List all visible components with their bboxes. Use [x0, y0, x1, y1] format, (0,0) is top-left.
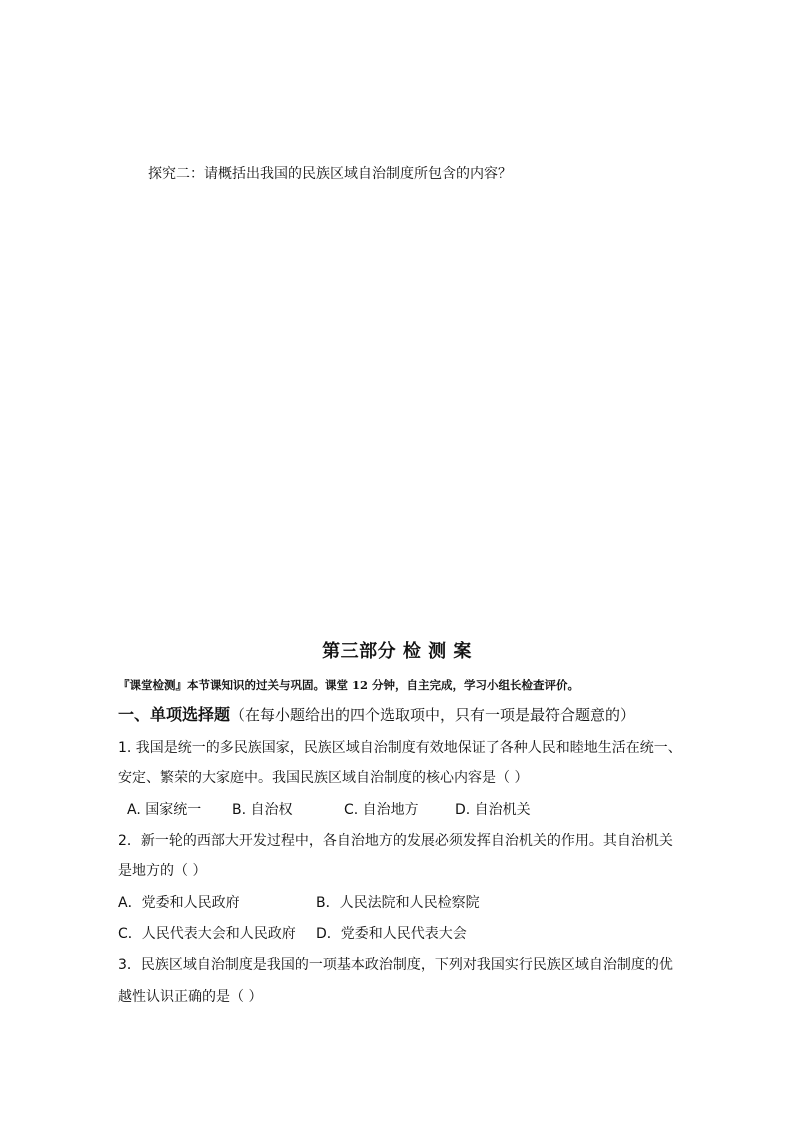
question-2-option-c[interactable]: C．人民代表大会和人民政府: [118, 926, 296, 942]
question-1-option-a[interactable]: A. 国家统一: [127, 802, 202, 818]
part3-title: 第三部分 检 测 案: [322, 641, 472, 662]
question-3-stem-line-1: 3．民族区域自治制度是我国的一项基本政治制度，下列对我国实行民族区域自治制度的优: [118, 957, 673, 973]
question-1-stem-line-1: 1. 我国是统一的多民族国家，民族区域自治制度有效地保证了各种人民和睦地生活在统一、: [118, 740, 682, 756]
exploration-question-2: 探究二：请概括出我国的民族区域自治制度所包含的内容？: [148, 166, 512, 182]
section-heading-bold: 一、单项选择题: [118, 705, 231, 724]
question-2-option-b[interactable]: B．人民法院和人民检察院: [316, 895, 480, 911]
question-1-option-c[interactable]: C. 自治地方: [344, 802, 419, 818]
question-2-option-d[interactable]: D．党委和人民代表大会: [316, 926, 467, 942]
classroom-check-note: 『课堂检测』本节课知识的过关与巩固。课堂 12 分钟，自主完成，学习小组长检查评价。: [118, 678, 580, 692]
question-1-option-d[interactable]: D. 自治机关: [455, 802, 531, 818]
question-2-option-a[interactable]: A．党委和人民政府: [118, 895, 240, 911]
question-1-stem-line-2: 安定、繁荣的大家庭中。我国民族区域自治制度的核心内容是（ ）: [118, 770, 529, 786]
question-2-stem-line-2: 是地方的（ ）: [118, 863, 207, 879]
section-heading-note: （在每小题给出的四个选取项中，只有一项是最符合题意的）: [230, 706, 636, 724]
question-2-stem-line-1: 2．新一轮的西部大开发过程中，各自治地方的发展必须发挥自治机关的作用。其自治机关: [118, 833, 673, 849]
question-3-stem-line-2: 越性认识正确的是（ ）: [118, 989, 263, 1005]
question-1-option-b[interactable]: B. 自治权: [232, 802, 293, 818]
section-heading: [118, 706, 635, 724]
